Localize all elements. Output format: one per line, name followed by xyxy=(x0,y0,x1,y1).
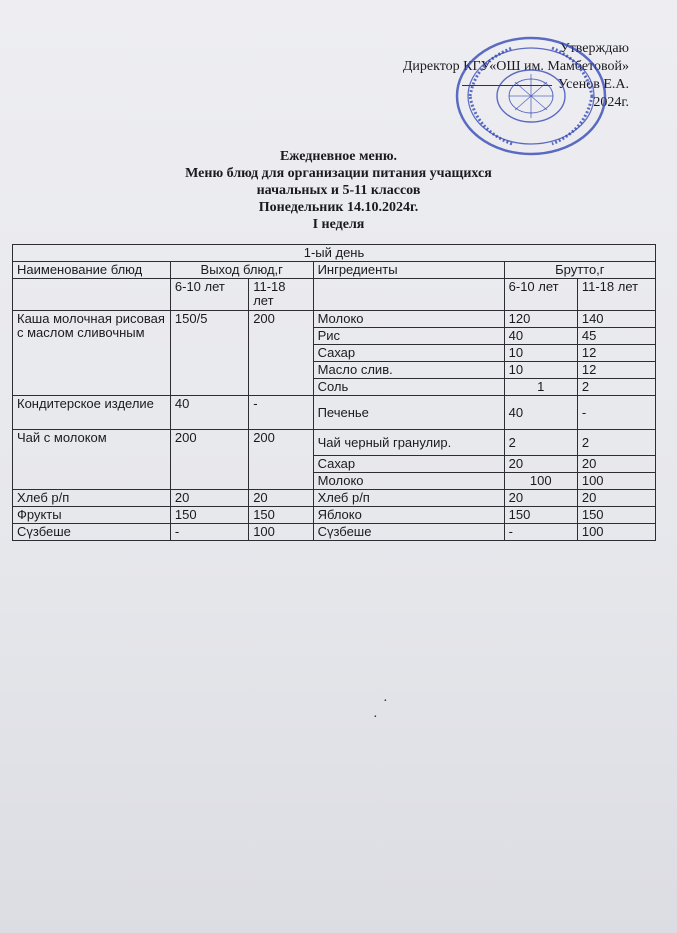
ingredient-cell: Сахар xyxy=(313,345,504,362)
dish-name-cell: Каша молочная рисовая с маслом сливочным xyxy=(13,311,171,396)
approval-label: Утверждаю xyxy=(559,41,629,56)
gross-age2-cell: - xyxy=(577,396,655,430)
table-row xyxy=(13,430,656,456)
output-age1-cell: 200 xyxy=(170,430,248,490)
ingredient-cell: Сүзбеше xyxy=(313,524,504,541)
ingredient-cell: Печенье xyxy=(313,396,504,430)
output-age2-cell: 150 xyxy=(249,507,313,524)
ingredient-cell: Соль xyxy=(313,379,504,396)
header-output: Выход блюд,г xyxy=(170,262,313,279)
header-row xyxy=(13,262,656,279)
gross-age2-cell: 140 xyxy=(577,311,655,328)
gross-age2-cell: 12 xyxy=(577,345,655,362)
gross-age1-cell: 120 xyxy=(504,311,577,328)
output-age1-cell: 150 xyxy=(170,507,248,524)
subheader-empty-cell xyxy=(313,279,504,311)
ingredient-cell: Сахар xyxy=(313,456,504,473)
subheader-output-age2: 11-18 лет xyxy=(249,279,313,311)
gross-age1-cell: - xyxy=(504,524,577,541)
stray-mark: · xyxy=(383,694,388,709)
header-gross: Брутто,г xyxy=(504,262,655,279)
ingredient-cell: Молоко xyxy=(313,473,504,490)
gross-age2-cell: 20 xyxy=(577,456,655,473)
output-age2-cell: 200 xyxy=(249,430,313,490)
gross-age1-cell: 40 xyxy=(504,328,577,345)
gross-age2-cell: 12 xyxy=(577,362,655,379)
output-age2-cell: 100 xyxy=(249,524,313,541)
table-row xyxy=(13,507,656,524)
table-row xyxy=(13,524,656,541)
ingredient-cell: Хлеб р/п xyxy=(313,490,504,507)
gross-age1-cell: 20 xyxy=(504,490,577,507)
official-seal-icon xyxy=(452,34,610,158)
menu-table xyxy=(12,244,656,541)
approval-year: 2024г. xyxy=(593,95,629,110)
gross-age2-cell: 20 xyxy=(577,490,655,507)
output-age2-cell: 20 xyxy=(249,490,313,507)
gross-age1-cell: 40 xyxy=(504,396,577,430)
dish-name-cell: Сүзбеше xyxy=(13,524,171,541)
gross-age1-cell: 10 xyxy=(504,345,577,362)
gross-age2-cell: 100 xyxy=(577,524,655,541)
gross-age1-cell: 1 xyxy=(504,379,577,396)
subheader-output-age1: 6-10 лет xyxy=(170,279,248,311)
gross-age1-cell: 2 xyxy=(504,430,577,456)
table-row xyxy=(13,490,656,507)
menu-week: I неделя xyxy=(312,217,365,232)
output-age1-cell: 40 xyxy=(170,396,248,430)
ingredient-cell: Чай черный гранулир. xyxy=(313,430,504,456)
header-dish-name: Наименование блюд xyxy=(13,262,171,279)
document-heading xyxy=(0,148,677,233)
output-age2-cell: 200 xyxy=(249,311,313,396)
approval-position: Директор КГУ«ОШ им. Мамбетовой» xyxy=(402,59,629,74)
subheader-gross-age1: 6-10 лет xyxy=(504,279,577,311)
output-age1-cell: - xyxy=(170,524,248,541)
subheader-row xyxy=(13,279,656,311)
table-row xyxy=(13,396,656,430)
ingredient-cell: Рис xyxy=(313,328,504,345)
gross-age2-cell: 150 xyxy=(577,507,655,524)
dish-name-cell: Чай с молоком xyxy=(13,430,171,490)
dish-name-cell: Кондитерское изделие xyxy=(13,396,171,430)
gross-age1-cell: 100 xyxy=(504,473,577,490)
gross-age2-cell: 2 xyxy=(577,430,655,456)
menu-title: Ежедневное меню. xyxy=(279,149,398,164)
output-age1-cell: 150/5 xyxy=(170,311,248,396)
table-row xyxy=(13,311,656,328)
menu-classes: начальных и 5-11 классов xyxy=(256,183,421,198)
ingredient-cell: Масло слив. xyxy=(313,362,504,379)
ingredient-cell: Молоко xyxy=(313,311,504,328)
ingredient-cell: Яблоко xyxy=(313,507,504,524)
gross-age1-cell: 150 xyxy=(504,507,577,524)
day-row xyxy=(13,245,656,262)
menu-date: Понедельник 14.10.2024г. xyxy=(258,200,419,215)
output-age2-cell: - xyxy=(249,396,313,430)
subheader-empty-cell xyxy=(13,279,171,311)
subheader-gross-age2: 11-18 лет xyxy=(577,279,655,311)
menu-subtitle: Меню блюд для организации питания учащихся xyxy=(185,166,492,181)
gross-age2-cell: 100 xyxy=(577,473,655,490)
stray-mark: · xyxy=(373,710,378,725)
output-age1-cell: 20 xyxy=(170,490,248,507)
gross-age1-cell: 10 xyxy=(504,362,577,379)
approval-signer: Усенов Е.А. xyxy=(557,77,629,92)
header-ingredients: Ингредиенты xyxy=(313,262,504,279)
gross-age2-cell: 2 xyxy=(577,379,655,396)
gross-age2-cell: 45 xyxy=(577,328,655,345)
day-label: 1-ый день xyxy=(13,245,656,262)
gross-age1-cell: 20 xyxy=(504,456,577,473)
dish-name-cell: Хлеб р/п xyxy=(13,490,171,507)
dish-name-cell: Фрукты xyxy=(13,507,171,524)
